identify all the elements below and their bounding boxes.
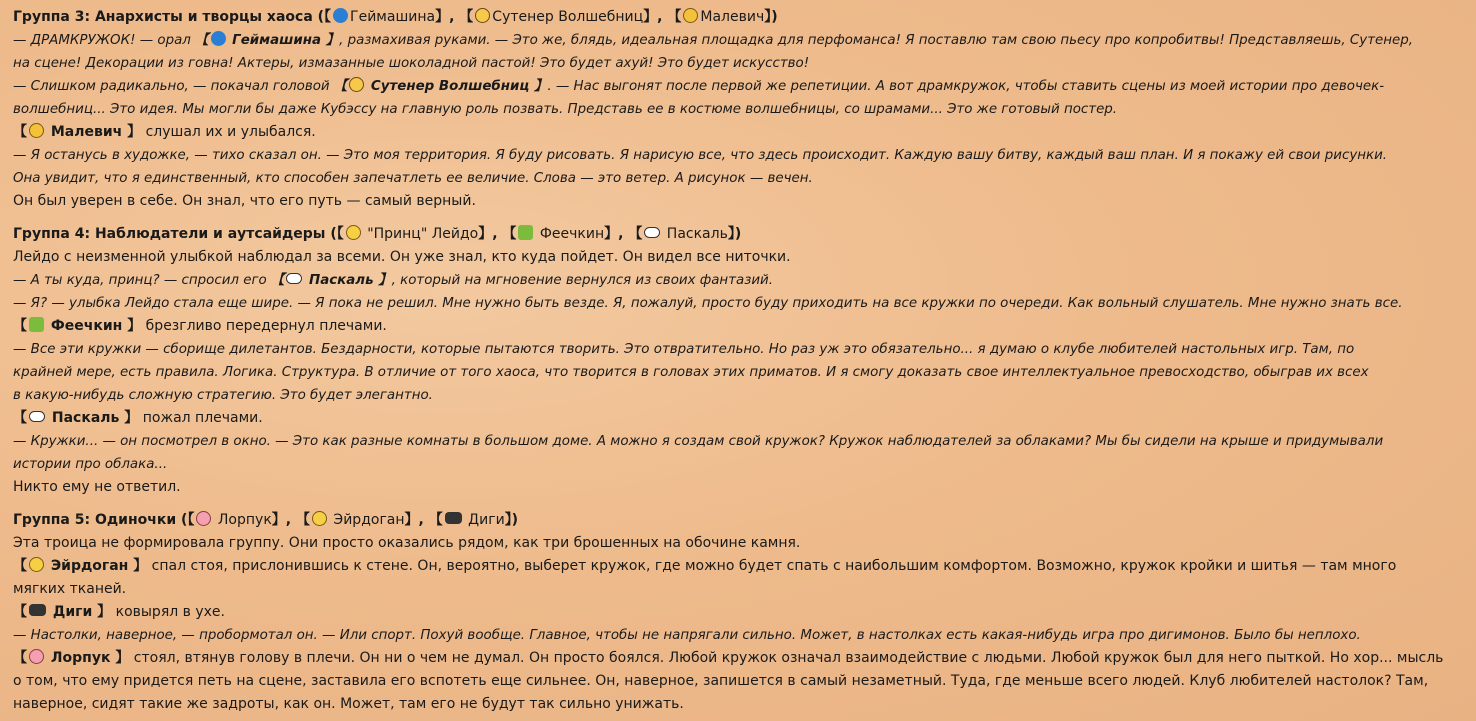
gamepad-icon	[29, 604, 46, 616]
bracket: 】, 【	[435, 9, 474, 25]
bracket: 【	[270, 273, 285, 288]
paragraph-line: крайней мере, есть правила. Логика. Структура. В отличие от того хаоса, что творится в головах этих приматов. И я смогу доказать свое интеллектуальное превосходство, обыграв их всех	[13, 365, 1369, 380]
exploding-head-icon	[683, 8, 698, 23]
member-name: "Принц" Лейдо	[362, 226, 479, 242]
tag-name: Паскаль 】	[304, 273, 392, 288]
character-tag	[334, 79, 548, 94]
header-text: Группа 4: Наблюдатели и аутсайдеры (	[13, 226, 337, 242]
bracket: 【	[13, 650, 27, 666]
paragraph-line: волшебниц... Это идея. Мы могли бы даже Кубэссу на главную роль позвать. Представь ее в костюме волшебницы, со шрамами... Это же готовый постер.	[13, 102, 1118, 117]
bracket: 】, 【	[404, 512, 443, 528]
paragraph-line	[13, 315, 1463, 338]
bracket: 】, 【	[271, 512, 310, 528]
section-group-5	[13, 509, 1463, 716]
tag-name: Паскаль 】	[47, 410, 139, 426]
bracket: 【	[195, 33, 209, 48]
blue-circle-icon	[211, 31, 226, 46]
dizzy-face-icon	[312, 511, 327, 526]
text: . — Нас выгонят после первой же репетиции. А вот драмкружок, чтобы ставить сцены из моей истории про девочек-	[547, 79, 1385, 94]
paragraph-line	[13, 407, 1463, 430]
member-name: Диги	[463, 512, 505, 528]
member-name: Феечкин	[535, 226, 605, 242]
text: — Слишком радикально, — покачал головой	[13, 79, 334, 94]
paragraph-line: — Я останусь в художке, — тихо сказал он. — Это моя территория. Я буду рисовать. Я нарисую все, что здесь происходит. Каждую вашу битву, каждый ваш план. И я покажу ей свои рисунки.	[13, 148, 1388, 163]
fairy-icon	[29, 317, 44, 332]
paragraph-line	[13, 555, 1463, 578]
cloud-icon	[644, 227, 660, 238]
character-tag	[13, 604, 111, 620]
text: ковырял в ухе.	[111, 604, 225, 620]
group-4-header	[13, 223, 1463, 246]
tag-name: Эйрдоган 】	[46, 558, 148, 574]
bracket: 【	[13, 318, 27, 334]
bracket: 【	[187, 512, 195, 528]
text: пожал плечами.	[138, 410, 263, 426]
pig-face-icon	[29, 649, 44, 664]
smiling-face-icon	[346, 225, 361, 240]
cloud-icon	[29, 411, 45, 422]
exploding-head-icon	[29, 123, 44, 138]
paragraph-line: Она увидит, что я единственный, кто способен запечатлеть ее величие. Слова — это ветер. А рисунок — вечен.	[13, 171, 813, 186]
blue-circle-icon	[333, 8, 348, 23]
cloud-icon	[286, 273, 302, 284]
bracket: 【	[13, 124, 27, 140]
section-group-4	[13, 223, 1463, 499]
paragraph-line: Эта троица не формировала группу. Они просто оказались рядом, как три брошенных на обочине камня.	[13, 535, 801, 551]
paragraph-line	[13, 647, 1463, 670]
bracket: 】)	[727, 226, 742, 242]
paragraph-line: истории про облака...	[13, 457, 168, 472]
header-text: Группа 3: Анархисты и творцы хаоса (	[13, 9, 325, 25]
bracket: 【	[13, 604, 27, 620]
section-group-3	[13, 6, 1463, 213]
tag-name: Феечкин 】	[46, 318, 142, 334]
paragraph-line	[13, 29, 1463, 52]
text: брезгливо передернул плечами.	[141, 318, 387, 334]
member-name: Геймашина	[350, 9, 436, 25]
bracket: 】)	[764, 9, 778, 25]
tag-name: Сутенер Волшебниц 】	[366, 79, 548, 94]
bracket: 】, 【	[643, 9, 682, 25]
swirl-face-icon	[349, 77, 364, 92]
header-text: Группа 5: Одиночки (	[13, 512, 188, 528]
paragraph-line	[13, 75, 1463, 98]
text: слушал их и улыбался.	[141, 124, 316, 140]
text: стоял, втянув голову в плечи. Он ни о чем не думал. Он просто боялся. Любой кружок означал взаимодействие с людьми. Любой кружок был для него пыткой. Но хор... мысль	[129, 650, 1444, 666]
group-5-header	[13, 509, 1463, 532]
character-tag	[13, 124, 141, 140]
member-name: Малевич	[700, 9, 765, 25]
tag-name: Малевич 】	[46, 124, 142, 140]
text: , размахивая руками. — Это же, блядь, идеальная площадка для перфоманса! Я поставлю там свою пьесу про копробитвы! Представляешь, Сутенер,	[339, 33, 1413, 48]
bracket: 【	[336, 226, 344, 242]
paragraph-line: о том, что ему придется петь на сцене, заставила его вспотеть еще сильнее. Он, наверное, запишется в самый незаметный. Туда, где меньше всего людей. Клуб любителей настолок? Там,	[13, 673, 1429, 689]
paragraph-line	[13, 601, 1463, 624]
paragraph-line: на сцене! Декорации из говна! Актеры, измазанные шоколадной пастой! Это будет ахуй! Это будет искусство!	[13, 56, 810, 71]
pig-face-icon	[196, 511, 211, 526]
bracket: 】)	[504, 512, 519, 528]
paragraph-line: в какую-нибудь сложную стратегию. Это будет элегантно.	[13, 388, 433, 403]
member-name: Паскаль	[662, 226, 728, 242]
bracket: 【	[13, 410, 27, 426]
dizzy-face-icon	[29, 557, 44, 572]
paragraph-line: — Я? — улыбка Лейдо стала еще шире. — Я пока не решил. Мне нужно быть везде. Я, пожалуй, просто буду приходить на все кружки по очереди. Как вольный слушатель. Мне нужно знать все.	[13, 296, 1403, 311]
paragraph-line: Он был уверен в себе. Он знал, что его путь — самый верный.	[13, 193, 476, 209]
paragraph-line: — Все эти кружки — сборище дилетантов. Бездарности, которые пытаются творить. Это отвратительно. Но раз уж это обязательно... я думаю о клубе любителей настольных игр. Там, по	[13, 342, 1355, 357]
bracket: 】, 【	[604, 226, 643, 242]
character-tag	[271, 273, 392, 288]
member-name: Лорпук	[213, 512, 272, 528]
character-tag	[13, 410, 138, 426]
tag-name: Лорпук 】	[46, 650, 130, 666]
bracket: 】, 【	[478, 226, 517, 242]
paragraph-line: мягких тканей.	[13, 581, 127, 597]
text: , который на мгновение вернулся из своих фантазий.	[391, 273, 773, 288]
character-tag	[13, 650, 129, 666]
paragraph-line: — Настолки, наверное, — пробормотал он. — Или спорт. Похуй вообще. Главное, чтобы не напрягали сильно. Может, в настолках есть какая-нибудь игра про дигимонов. Было бы неплохо.	[13, 628, 1361, 643]
paragraph-line: наверное, сидят такие же задроты, как он. Может, там его не будут так сильно унижать.	[13, 696, 684, 712]
tag-name: Диги 】	[48, 604, 112, 620]
member-name: Сутенер Волшебниц	[492, 9, 644, 25]
character-tag	[13, 318, 141, 334]
swirl-face-icon	[475, 8, 490, 23]
paragraph-line	[13, 121, 1463, 144]
fairy-icon	[518, 225, 533, 240]
text: спал стоя, прислонившись к стене. Он, вероятно, выберет кружок, где можно будет спать с наибольшим комфортом. Возможно, кружок кройки и шитья — там много	[147, 558, 1397, 574]
tag-name: Геймашина 】	[227, 33, 340, 48]
gamepad-icon	[445, 512, 462, 524]
bracket: 【	[13, 558, 27, 574]
bracket: 【	[333, 79, 348, 94]
paragraph-line: — Кружки... — он посмотрел в окно. — Это как разные комнаты в большом доме. А можно я создам свой кружок? Кружок наблюдателей за облаками? Мы бы сидели на крыше и придумывали	[13, 434, 1384, 449]
member-name: Эйрдоган	[328, 512, 405, 528]
text: — А ты куда, принц? — спросил его	[13, 273, 271, 288]
paragraph-line: Лейдо с неизменной улыбкой наблюдал за всеми. Он уже знал, кто куда пойдет. Он видел все ниточки.	[13, 249, 791, 265]
character-tag	[195, 33, 339, 48]
group-3-header	[13, 6, 1463, 29]
bracket: 【	[324, 9, 332, 25]
character-tag	[13, 558, 147, 574]
paragraph-line	[13, 269, 1463, 292]
text: — ДРАМКРУЖОК! — орал	[13, 33, 196, 48]
paragraph-line: Никто ему не ответил.	[13, 479, 181, 495]
